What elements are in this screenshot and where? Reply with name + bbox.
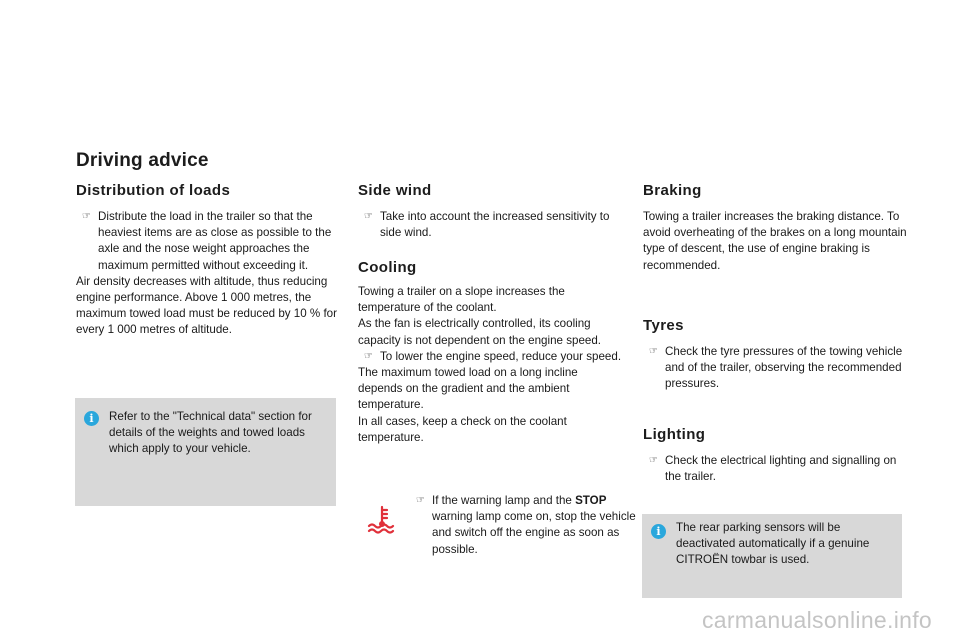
page-title: Driving advice: [76, 150, 209, 171]
distribution-bullet-text: Distribute the load in the trailer so that the heaviest items are as close as possible to the axle and the nose weight approaches the maximum permitted without exceeding it.: [98, 210, 332, 272]
coolant-temperature-warning-icon: [366, 504, 398, 536]
tyres-bullet-text: Check the tyre pressures of the towing vehicle and of the trailer, observing the recommended pressures.: [665, 345, 903, 391]
lighting-section: [643, 426, 905, 485]
cooling-paragraph-1: Towing a trailer on a slope increases the temperature of the coolant.: [358, 285, 565, 315]
pointing-hand-icon: ☞: [649, 346, 658, 357]
braking-paragraph: Towing a trailer increases the braking distance. To avoid overheating of the brakes on a long mountain type of descent, the use of engine braking is recommended.: [643, 210, 907, 272]
pointing-hand-icon: ☞: [364, 350, 373, 362]
side-wind-bullet-text: Take into account the increased sensitivity to side wind.: [380, 210, 610, 240]
cooling-paragraph-4: In all cases, keep a check on the coolant temperature.: [358, 414, 567, 444]
pointing-hand-icon: ☞: [416, 495, 425, 506]
warning-lamp-bullet: [410, 493, 642, 558]
braking-heading: Braking: [643, 182, 702, 199]
watermark: carmanualsonline.info: [701, 607, 932, 633]
braking-section: [643, 182, 907, 274]
parking-sensors-note-text: The rear parking sensors will be deactivated automatically if a genuine CITROËN towbar is used.: [676, 521, 870, 567]
cooling-heading: Cooling: [358, 259, 417, 276]
pointing-hand-icon: ☞: [364, 211, 373, 222]
parking-sensors-note: [642, 514, 902, 598]
cooling-bullet: [358, 349, 622, 365]
tyres-heading: Tyres: [643, 317, 684, 334]
altitude-paragraph: Air density decreases with altitude, thus reducing engine performance. Above 1 000 metres, the maximum towed load must be reduced by 10 % for every 1 000 metres of altitude.: [76, 274, 337, 337]
cooling-paragraph-2: As the fan is electrically controlled, its cooling capacity is not dependent on the engine speed.: [358, 317, 602, 347]
lighting-bullet-text: Check the electrical lighting and signalling on the trailer.: [665, 454, 897, 484]
lighting-bullet: [643, 453, 905, 485]
side-wind-section: [358, 182, 620, 241]
distribution-section: [76, 182, 338, 339]
tyres-bullet: [643, 344, 905, 393]
info-icon: i: [651, 524, 666, 539]
technical-data-note-text: Refer to the "Technical data" section for details of the weights and towed loads which apply to your vehicle.: [109, 410, 312, 456]
warning-text-before: If the warning lamp and the: [432, 494, 576, 507]
info-icon: i: [84, 411, 99, 426]
side-wind-bullet: [358, 209, 620, 241]
stop-label: STOP: [575, 494, 607, 507]
cooling-bullet-text: To lower the engine speed, reduce your speed.: [380, 349, 622, 363]
distribution-bullet: [76, 209, 338, 274]
warning-text-after: warning lamp come on, stop the vehicle and switch off the engine as soon as possible.: [432, 510, 636, 556]
technical-data-note: [75, 398, 336, 506]
cooling-paragraph-3: The maximum towed load on a long incline depends on the gradient and the ambient temperature.: [358, 366, 578, 412]
distribution-heading: Distribution of loads: [76, 182, 231, 199]
cooling-section: [358, 259, 622, 446]
pointing-hand-icon: ☞: [82, 211, 91, 222]
side-wind-heading: Side wind: [358, 182, 432, 199]
tyres-section: [643, 317, 905, 393]
lighting-heading: Lighting: [643, 426, 706, 443]
pointing-hand-icon: ☞: [649, 455, 658, 466]
